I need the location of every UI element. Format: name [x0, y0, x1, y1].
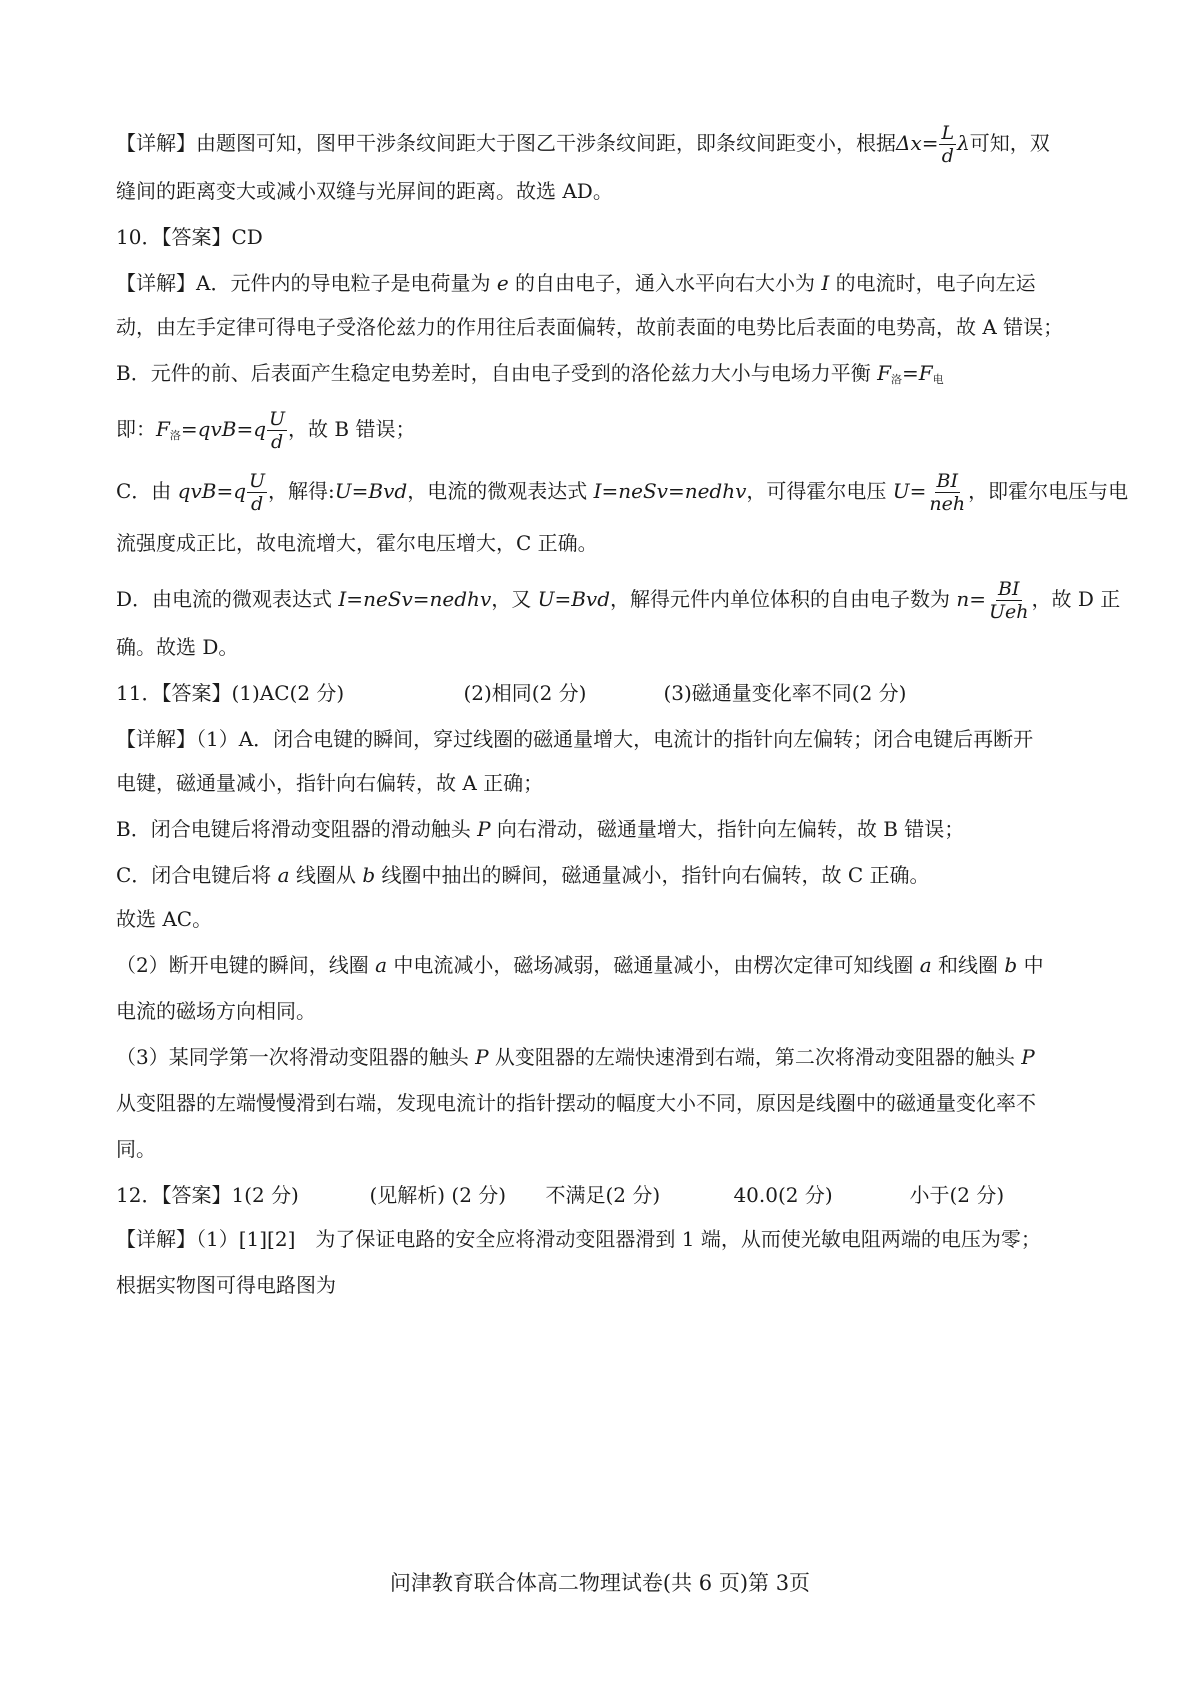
q10-b2-text-2: ，故 B 错误； [288, 417, 416, 441]
q11-b-var-p: P [477, 817, 491, 841]
q11-p2-text-4: 中 [1017, 953, 1044, 977]
q11-p2-text-1: （2）断开电键的瞬间，线圈 [116, 953, 376, 977]
q11-p3-text-2: 从变阻器的左端快速滑到右端，第二次将滑动变阻器的触头 [488, 1045, 1022, 1069]
q11-b-text-2: 向右滑动，磁通量增大，指针向左偏转，故 B 错误； [490, 817, 965, 841]
q11-p2-text-2: 中电流减小，磁场减弱，磁通量减小，由楞次定律可知线圈 [387, 953, 920, 977]
q11-answer [116, 680, 906, 706]
q10-d-numerator: BI [998, 578, 1020, 600]
q11-p2-var-a2: a [919, 953, 932, 977]
q10-c-text-1: C．由 [116, 479, 178, 503]
q10-a-var-e: e [496, 271, 509, 295]
q11-p3-var-p2: P [1021, 1045, 1035, 1069]
q11-p3-text-1: （3）某同学第一次将滑动变阻器的触头 [116, 1045, 476, 1069]
q11-c-text-2: 线圈从 [289, 863, 363, 887]
q10-c-text-2: ，解得: [268, 479, 335, 503]
q10-d-text-4: ，故 D 正 [1031, 587, 1121, 611]
q10-d-text-3: ，解得元件内单位体积的自由电子数为 [610, 587, 957, 611]
q10-b2-f: F [156, 417, 170, 441]
q10-d-fraction [987, 578, 1031, 623]
q11-choose: 故选 AC。 [116, 907, 213, 931]
q11-part-3-line-3: 同。 [116, 1137, 156, 1161]
q9-formula-denominator: d [941, 145, 954, 167]
q10-b2-sub: 洛 [169, 429, 181, 442]
q10-a-text-3: 的电流时，电子向左运 [829, 271, 1036, 295]
q10-c-text-3: ，电流的微观表达式 [407, 479, 594, 503]
q12-answer [116, 1182, 1004, 1208]
q10-a-var-i: I [821, 271, 830, 295]
q11-c-var-b: b [362, 863, 376, 887]
q10-c-numerator-2: BI [936, 470, 958, 492]
q11-part-3-line-1 [116, 1044, 1035, 1070]
q12-answer-2: (见解析) (2 分) [369, 1183, 507, 1207]
q9-detail-line-1 [116, 122, 1050, 167]
q12-detail-line-2: 根据实物图可得电路图为 [116, 1273, 336, 1297]
q11-p2-var-a: a [375, 953, 388, 977]
q11-detail-1-line-1: 【详解】（1）A．闭合电键的瞬间，穿过线圈的磁通量增大，电流计的指针向左偏转；闭合电键后再断开 [116, 727, 1034, 751]
q10-c-text-4: ，可得霍尔电压 [746, 479, 893, 503]
q12-answer-prefix: 12．【答案】 [116, 1183, 232, 1207]
q10-d-text-1: D．由电流的微观表达式 [116, 587, 339, 611]
q10-c-fraction-2 [927, 470, 967, 515]
q10-answer: 10．【答案】CD [116, 225, 263, 249]
q10-b2-fraction [267, 408, 287, 453]
q11-part-2-line-2: 电流的磁场方向相同。 [116, 999, 316, 1023]
q10-b-sub-1: 洛 [890, 373, 902, 386]
q10-c-expr-1: qvB=q [177, 479, 247, 503]
q12-answer-1: 1(2 分) [231, 1183, 299, 1207]
q11-detail-b [116, 816, 964, 842]
q12-answer-5: 小于(2 分) [909, 1183, 1005, 1207]
q11-answer-3: (3)磁通量变化率不同(2 分) [663, 681, 907, 705]
q12-answer-3: 不满足(2 分) [545, 1183, 661, 1207]
q9-detail-line-2: 缝间的距离变大或减小双缝与光屏间的距离。故选 AD。 [116, 179, 613, 203]
q10-b-eq: = [901, 361, 919, 385]
q11-detail-1-line-2: 电键，磁通量减小，指针向右偏转，故 A 正确； [116, 771, 544, 795]
q11-p2-var-b: b [1004, 953, 1018, 977]
q10-b2-text-1: 即： [116, 417, 156, 441]
q10-detail-b-line-1 [116, 360, 944, 393]
q10-b2-denominator: d [270, 431, 284, 453]
q10-c-denominator-2: neh [929, 493, 966, 515]
q11-p2-text-3: 和线圈 [931, 953, 1005, 977]
q10-b-text: B．元件的前、后表面产生稳定电势差时，自由电子受到的洛伦兹力大小与电场力平衡 [116, 361, 878, 385]
q11-c-text-1: C．闭合电键后将 [116, 863, 278, 887]
q11-answer-prefix: 11．【答案】 [116, 681, 232, 705]
q10-detail-a-line-1 [116, 270, 1036, 296]
q11-part-2-line-1 [116, 952, 1044, 978]
q10-b2-numerator: U [269, 408, 286, 430]
page-footer: 问津教育联合体高二物理试卷(共 6 页)第 3页 [389, 1571, 811, 1595]
q10-b-f1: F [877, 361, 891, 385]
q10-detail-d-line-1 [116, 578, 1120, 623]
q10-c-expr-3: I=neSv=nedhv [593, 479, 747, 503]
q10-b2-expr: =qvB=q [180, 417, 267, 441]
q10-detail-c-line-2: 流强度成正比，故电流增大，霍尔电压增大，C 正确。 [116, 531, 598, 555]
q10-a-text-2: 的自由电子，通入水平向右大小为 [508, 271, 822, 295]
q11-c-var-a: a [277, 863, 290, 887]
q10-detail-a-line-2: 动，由左手定律可得电子受洛伦兹力的作用往后表面偏转，故前表面的电势比后表面的电势高，故 A 错误； [116, 315, 1064, 339]
q12-answer-4: 40.0(2 分) [733, 1183, 833, 1207]
q10-d-denominator: Ueh [989, 601, 1029, 623]
q10-d-expr-3: n= [956, 587, 987, 611]
q9-detail-text-1: 由题图可知，图甲干涉条纹间距大于图乙干涉条纹间距，即条纹间距变小，根据 [196, 131, 896, 155]
q10-d-text-2: ，又 [491, 587, 538, 611]
q9-formula-lambda: λ [957, 131, 970, 155]
q9-formula-lhs: Δx= [896, 131, 939, 155]
q9-detail-text-2: 可知，双 [969, 131, 1050, 155]
q9-formula-numerator: L [941, 122, 955, 144]
q10-c-expr-2: U=Bvd [334, 479, 408, 503]
q11-detail-c [116, 862, 930, 888]
q10-detail-c-line-1 [116, 470, 1128, 515]
q11-c-text-3: 线圈中抽出的瞬间，磁通量减小，指针向右偏转，故 C 正确。 [375, 863, 930, 887]
q11-b-text-1: B．闭合电键后将滑动变阻器的滑动触头 [116, 817, 478, 841]
q9-formula-fraction [939, 122, 956, 167]
q11-answer-2: (2)相同(2 分) [463, 681, 587, 705]
q10-c-denominator-1: d [250, 493, 264, 515]
q10-c-text-5: ，即霍尔电压与电 [968, 479, 1129, 503]
q10-d-expr-1: I=neSv=nedhv [338, 587, 492, 611]
q10-c-numerator-1: U [249, 470, 266, 492]
q10-c-fraction-1 [247, 470, 267, 515]
q10-detail-d-line-2: 确。故选 D。 [116, 635, 239, 659]
q10-b-sub-2: 电 [932, 373, 944, 386]
q10-a-text-1: 【详解】A．元件内的导电粒子是电荷量为 [116, 271, 497, 295]
q11-p3-var-p1: P [475, 1045, 489, 1069]
q9-detail-label: 【详解】 [116, 131, 196, 155]
q11-part-3-line-2: 从变阻器的左端慢慢滑到右端，发现电流计的指针摆动的幅度大小不同，原因是线圈中的磁通量变化率不 [116, 1091, 1036, 1115]
q12-detail-line-1: 【详解】（1）[1][2] 为了保证电路的安全应将滑动变阻器滑到 1 端，从而使光敏电阻两端的电压为零； [116, 1227, 1041, 1251]
q10-b-f2: F [918, 361, 933, 385]
q11-answer-1: (1)AC(2 分) [231, 681, 345, 705]
q10-d-expr-2: U=Bvd [537, 587, 611, 611]
q10-detail-b-line-2 [116, 408, 415, 453]
q10-c-expr-4: U= [892, 479, 927, 503]
